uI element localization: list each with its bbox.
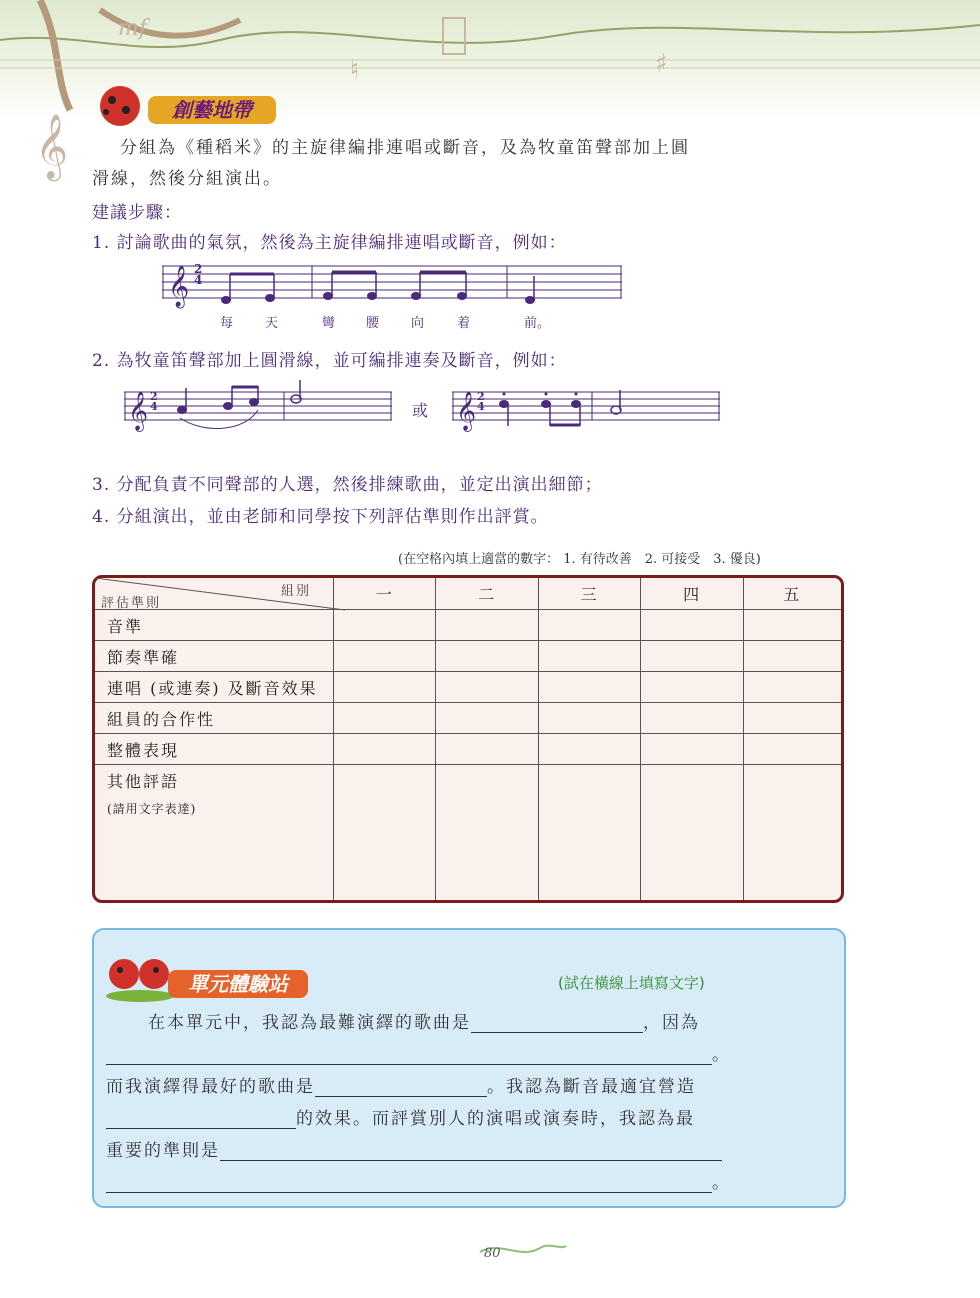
table-row	[95, 610, 841, 641]
step-3: 3. 分配負責不同聲部的人選，然後排練歌曲，並定出演出細節；	[92, 475, 603, 495]
criteria-cell-comments	[95, 765, 334, 900]
group-header: 一	[334, 578, 436, 610]
intro-line-2: 滑線，然後分組演出。	[92, 169, 282, 189]
score-cell[interactable]	[436, 610, 538, 641]
page-number: 80	[484, 1246, 501, 1261]
reflection-line-3: 而我演繹得最好的歌曲是 。我認為斷音最適宜營造	[106, 1077, 696, 1097]
steps-heading: 建議步驟：	[92, 203, 182, 223]
lyric: 天	[265, 316, 279, 331]
criteria-cell: 音準	[95, 610, 334, 641]
corner-header-cell	[95, 578, 334, 610]
table-row	[95, 703, 841, 734]
comments-hint: (請用文字表達)	[107, 802, 197, 816]
score-cell[interactable]	[334, 641, 436, 672]
comment-cell[interactable]	[641, 765, 743, 900]
score-cell[interactable]	[641, 734, 743, 765]
comment-cell[interactable]	[539, 765, 641, 900]
answer-blank-effect[interactable]	[106, 1110, 296, 1129]
table-header-row	[95, 578, 841, 610]
reflection-line-1: 在本單元中，我認為最難演繹的歌曲是 ，因為	[148, 1013, 700, 1033]
table-row	[95, 641, 841, 672]
group-header: 五	[744, 578, 841, 610]
lyric: 前。	[524, 316, 551, 331]
answer-blank-criteria[interactable]	[220, 1142, 722, 1161]
reflection-line-4: 的效果。而評賞別人的演唱或演奏時，我認為最	[106, 1104, 695, 1129]
table-row	[95, 672, 841, 703]
criteria-label: 評估準則	[101, 596, 162, 611]
score-cell[interactable]	[744, 641, 841, 672]
dynamic-mark: mf	[118, 16, 148, 41]
unit-badge: 單元體驗站	[168, 970, 308, 998]
answer-blank-criteria-continued[interactable]	[106, 1174, 712, 1193]
section-badge: 創藝地帶	[148, 96, 276, 124]
intro-line-1: 分組為《種稻米》的主旋律編排連唱或斷音，及為牧童笛聲部加上圓	[120, 138, 690, 158]
group-label: 組別	[280, 584, 311, 599]
table-row	[95, 765, 841, 900]
svg-text:𝄞: 𝄞	[168, 266, 190, 307]
score-cell[interactable]	[334, 672, 436, 703]
score-cell[interactable]	[436, 641, 538, 672]
group-header: 四	[641, 578, 743, 610]
lyric: 腰	[366, 316, 380, 331]
lyric: 着	[457, 316, 471, 331]
score-cell[interactable]	[744, 734, 841, 765]
score-cell[interactable]	[334, 610, 436, 641]
score-cell[interactable]	[436, 734, 538, 765]
answer-blank-hardest-song[interactable]	[471, 1014, 643, 1033]
score-cell[interactable]	[436, 672, 538, 703]
score-cell[interactable]	[539, 734, 641, 765]
time-signature-2b: 2 4	[477, 390, 485, 413]
music-staff-2a	[124, 386, 394, 436]
score-cell[interactable]	[334, 703, 436, 734]
svg-text:♯: ♯	[655, 49, 668, 79]
group-header: 二	[436, 578, 538, 610]
rating-note: (在空格內填上適當的數字： 1. 有待改善 2. 可接受 3. 優良)	[398, 552, 761, 567]
score-cell[interactable]	[641, 610, 743, 641]
score-cell[interactable]	[539, 672, 641, 703]
table-row	[95, 734, 841, 765]
score-cell[interactable]	[744, 610, 841, 641]
reflection-line-6: 。	[106, 1168, 731, 1193]
lyric: 向	[411, 316, 425, 331]
group-header: 三	[539, 578, 641, 610]
score-cell[interactable]	[334, 734, 436, 765]
comment-cell[interactable]	[744, 765, 841, 900]
or-label: 或	[412, 401, 429, 420]
answer-blank-reason[interactable]	[106, 1046, 712, 1065]
comment-cell[interactable]	[334, 765, 436, 900]
svg-text:𝄞: 𝄞	[128, 391, 149, 431]
svg-text:𝄞: 𝄞	[456, 391, 477, 431]
score-cell[interactable]	[744, 703, 841, 734]
svg-text:♮: ♮	[350, 55, 360, 85]
score-cell[interactable]	[436, 703, 538, 734]
fill-in-hint: (試在橫線上填寫文字)	[558, 974, 705, 992]
score-cell[interactable]	[539, 703, 641, 734]
time-signature-2a: 2 4	[150, 390, 158, 413]
lyric: 彎	[322, 316, 336, 331]
reflection-line-2: 。	[106, 1040, 731, 1065]
step-1: 1. 討論歌曲的氣氛，然後為主旋律編排連唱或斷音，例如：	[92, 233, 567, 253]
reflection-line-5: 重要的準則是	[106, 1136, 722, 1161]
score-cell[interactable]	[641, 641, 743, 672]
music-staff-1	[162, 262, 624, 316]
criteria-cell: 節奏準確	[95, 641, 334, 672]
score-cell[interactable]	[539, 641, 641, 672]
time-signature-1: 2 4	[194, 262, 203, 287]
svg-text:𝄞: 𝄞	[35, 114, 69, 179]
score-cell[interactable]	[641, 672, 743, 703]
score-cell[interactable]	[539, 610, 641, 641]
lyric: 每	[220, 316, 234, 331]
criteria-cell: 連唱 (或連奏) 及斷音效果	[95, 672, 334, 703]
score-cell[interactable]	[744, 672, 841, 703]
music-staff-2b	[452, 386, 722, 436]
score-cell[interactable]	[641, 703, 743, 734]
step-2: 2. 為牧童笛聲部加上圓滑線，並可編排連奏及斷音，例如：	[92, 351, 567, 371]
evaluation-table	[92, 575, 844, 903]
answer-blank-best-song[interactable]	[315, 1078, 487, 1097]
comment-cell[interactable]	[436, 765, 538, 900]
comments-label: 其他評語	[107, 772, 180, 791]
step-4: 4. 分組演出，並由老師和同學按下列評估準則作出評賞。	[92, 507, 549, 527]
criteria-cell: 整體表現	[95, 734, 334, 765]
ladybug-mascot-icon	[92, 80, 152, 134]
criteria-cell: 組員的合作性	[95, 703, 334, 734]
